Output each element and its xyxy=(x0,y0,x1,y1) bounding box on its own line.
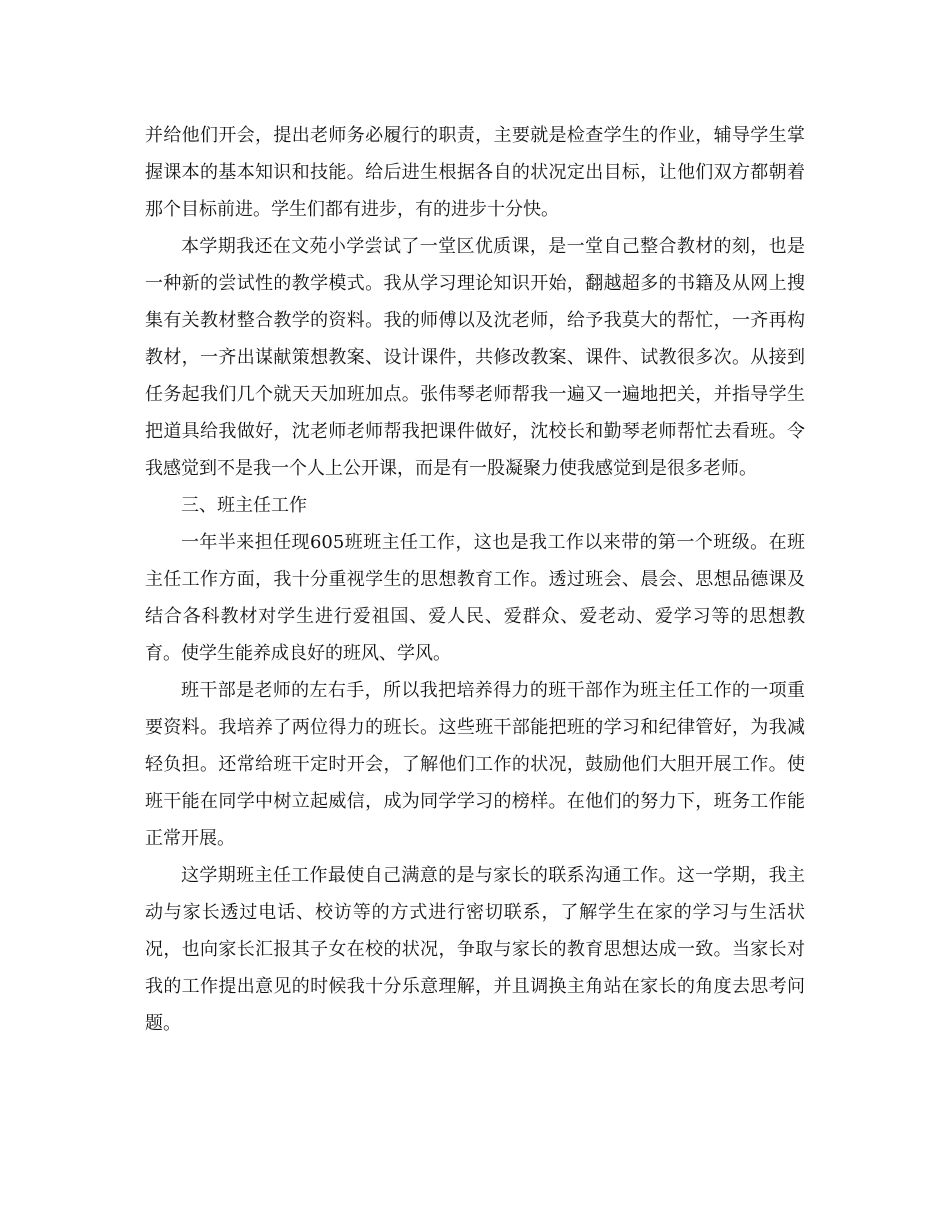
paragraph-continuation: 并给他们开会，提出老师务必履行的职责，主要就是检查学生的作业，辅导学生掌握课本的基本知识和技能。给后进生根据各自的状况定出目标，让他们双方都朝着那个目标前进。学生们都有进步，有的进步十分快。 xyxy=(145,125,805,220)
section-heading-class-teacher-work: 三、班主任工作 xyxy=(181,495,307,516)
paragraph-open-class: 本学期我还在文苑小学尝试了一堂区优质课，是一堂自己整合教材的刻，也是一种新的尝试性的教学模式。我从学习理论知识开始，翻越超多的书籍及从网上搜集有关教材整合教学的资料。我的师傅以及沈老师，给予我莫大的帮忙，一齐再构教材，一齐出谋献策想教案、设计课件，共修改教案、课件、试教很多次。从接到任务起我们几个就天天加班加点。张伟琴老师帮我一遍又一遍地把关，并指导学生把道具给我做好，沈老师老师帮我把课件做好，沈校长和勤琴老师帮忙去看班。令我感觉到不是我一个人上公开课，而是有一股凝聚力使我感觉到是很多老师。 xyxy=(145,236,805,479)
document-body xyxy=(145,117,805,1042)
paragraph-parent-communication: 这学期班主任工作最使自己满意的是与家长的联系沟通工作。这一学期，我主动与家长透过电话、校访等的方式进行密切联系，了解学生在家的学习与生活状况，也向家长汇报其子女在校的状况，争取与家长的教育思想达成一致。当家长对我的工作提出意见的时候我十分乐意理解，并且调换主角站在家长的角度去思考问题。 xyxy=(145,865,805,1034)
paragraph-class-teacher-intro: 一年半来担任现605班班主任工作，这也是我工作以来带的第一个班级。在班主任工作方面，我十分重视学生的思想教育工作。透过班会、晨会、思想品德课及结合各科教材对学生进行爱祖国、爱人民、爱群众、爱老动、爱学习等的思想教育。使学生能养成良好的班风、学风。 xyxy=(145,532,805,664)
paragraph-class-cadres: 班干部是老师的左右手，所以我把培养得力的班干部作为班主任工作的一项重要资料。我培养了两位得力的班长。这些班干部能把班的学习和纪律管好，为我减轻负担。还常给班干定时开会，了解他们工作的状况，鼓励他们大胆开展工作。使班干能在同学中树立起威信，成为同学学习的榜样。在他们的努力下，班务工作能正常开展。 xyxy=(145,680,805,849)
